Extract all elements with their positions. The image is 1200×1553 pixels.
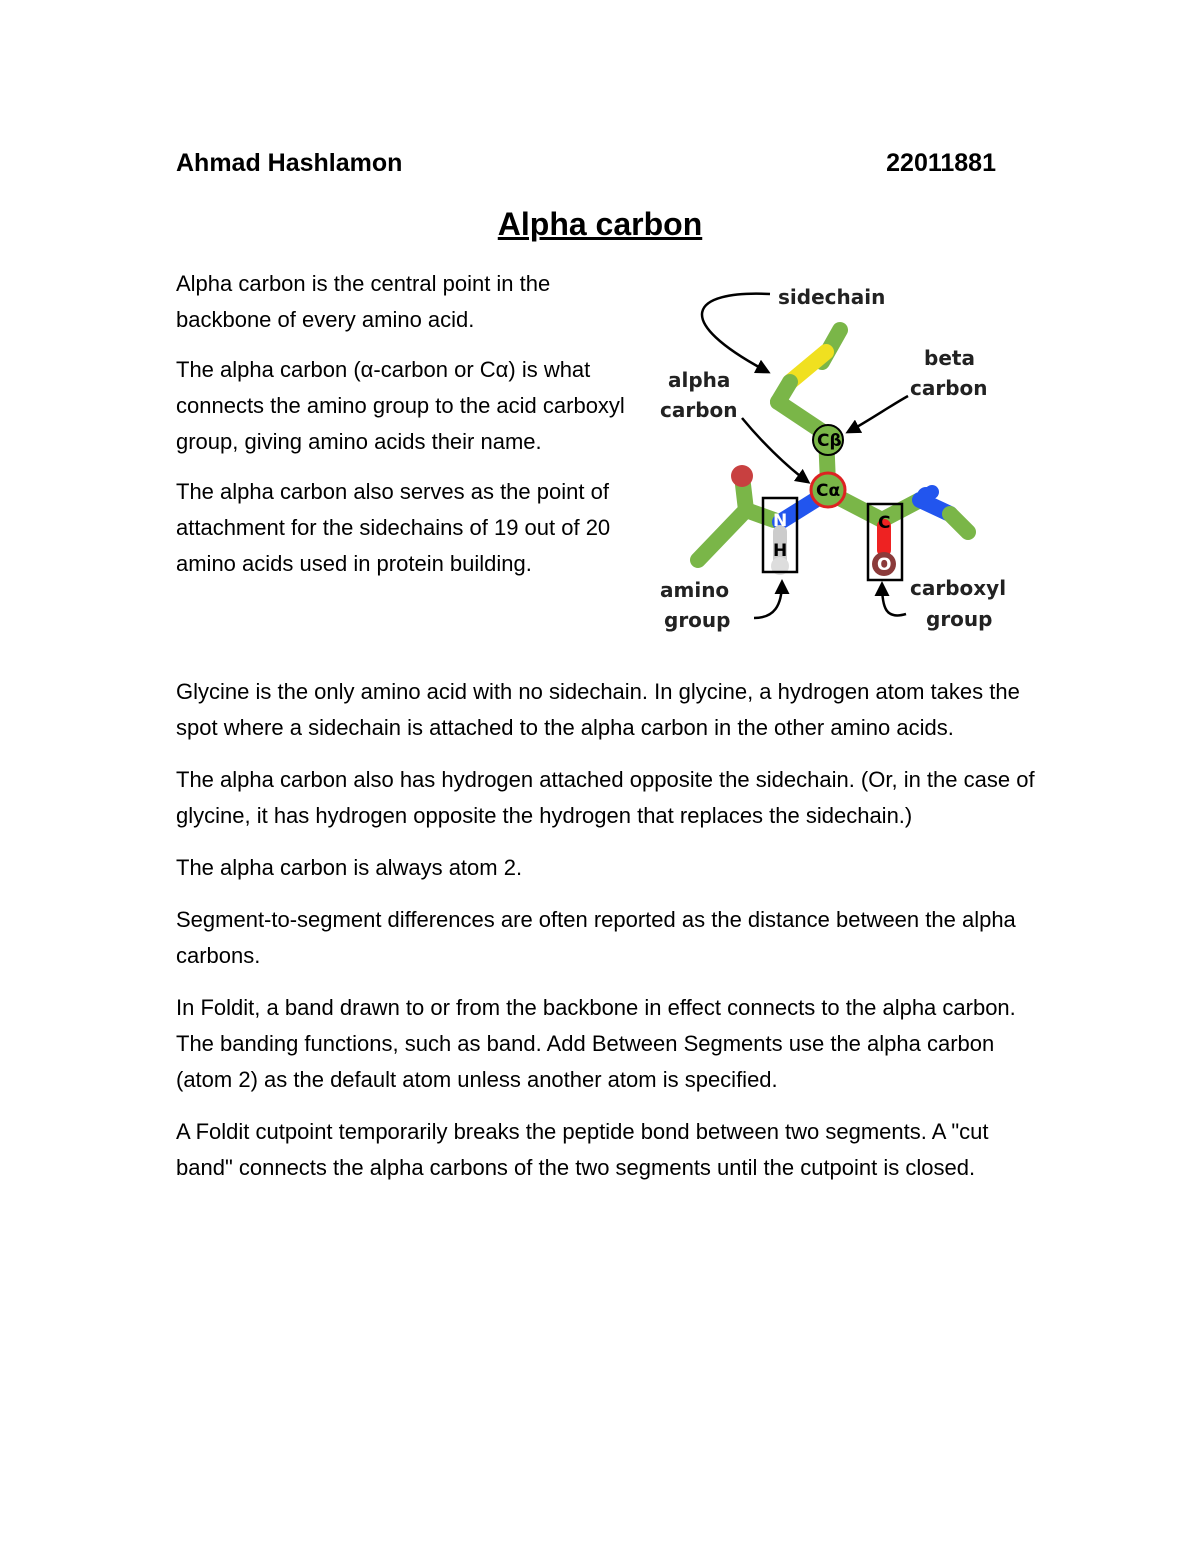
amino-group-text: amino [660,578,730,602]
beta-carbon-label: Cβ [817,431,842,451]
beta-carbon-text: carbon [910,376,988,400]
beta-carbon-text: beta [924,346,975,370]
author-name: Ahmad Hashlamon [176,149,403,177]
nitrogen-label: N [773,511,788,531]
paragraph: Glycine is the only amino acid with no sidechain. In glycine, a hydrogen atom takes the spot where a sidechain is attached to the alpha carbon in the other amino acids. [176,679,1020,740]
carboxyl-group-arrow [882,584,906,616]
paragraph: The alpha carbon also has hydrogen attached opposite the sidechain. (Or, in the case of glycine, it has hydrogen opposite the hydrogen that replaces the sidechain.) [176,767,1035,828]
paragraph: A Foldit cutpoint temporarily breaks the peptide bond between two segments. A "cut band" connects the alpha carbons of the two segments until the cutpoint is closed. [176,1119,989,1180]
oxygen-atom [731,465,753,487]
carboxyl-group-text: carboxyl [910,576,1007,600]
alpha-carbon-text: alpha [668,368,731,392]
paragraph: The alpha carbon (α-carbon or Cα) is what connects the amino group to the acid carboxyl group, giving amino acids their name. [176,357,625,454]
paragraph: In Foldit, a band drawn to or from the backbone in effect connects to the alpha carbon. The banding functions, such as band. Add Between Segments use the alpha carbon (atom 2) as the default atom unless another atom is specified. [176,995,1016,1092]
amino-group-arrow [754,582,782,618]
nitrogen-atom [917,487,935,505]
paragraph: Segment-to-segment differences are often reported as the distance between the alpha carbons. [176,907,1016,968]
page-title: Alpha carbon [497,206,703,242]
hydrogen-label: H [773,541,788,561]
oxygen-label: O [877,555,892,575]
paragraph: The alpha carbon also serves as the point of attachment for the sidechains of 19 out of 20 amino acids used in protein building. [176,479,611,576]
student-id: 22011881 [886,149,996,177]
amino-acid-diagram [650,270,1030,650]
body-text [176,674,1036,1202]
amino-group-text: group [664,608,731,632]
paragraph: The alpha carbon is always atom 2. [176,855,523,880]
alpha-carbon-text: carbon [660,398,738,422]
carboxyl-group-text: group [926,607,993,631]
paragraph: Alpha carbon is the central point in the backbone of every amino acid. [176,271,551,332]
sidechain-arrow [702,294,770,372]
alpha-carbon-label: Cα [816,481,841,501]
sidechain-label: sidechain [778,285,886,309]
beta-carbon-arrow [848,396,908,432]
intro-text [176,266,626,596]
carbon-label: C [878,513,891,533]
